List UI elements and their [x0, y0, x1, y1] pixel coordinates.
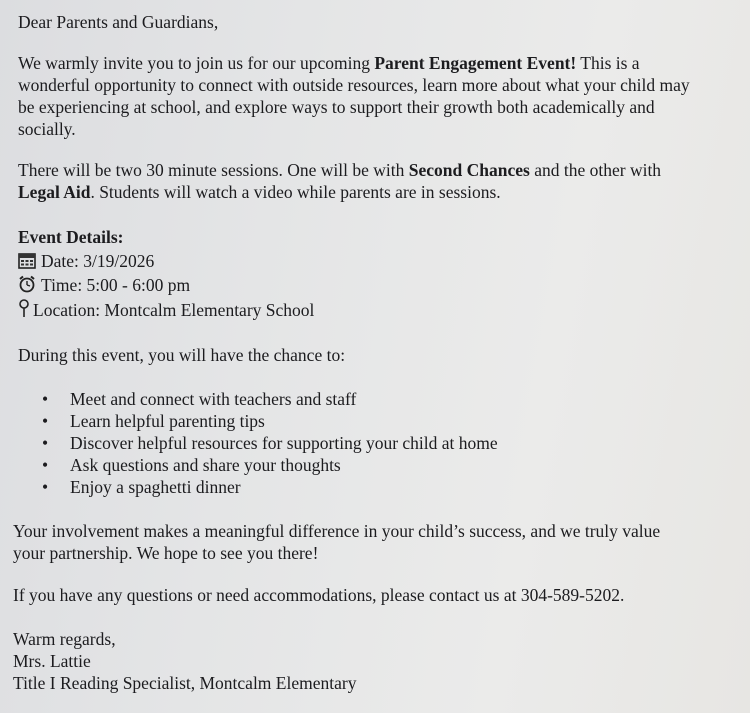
closing-line-2: your partnership. We hope to see you there!: [13, 543, 319, 563]
chance-intro: During this event, you will have the chance to:: [18, 345, 346, 365]
bullet-dot: •: [42, 477, 49, 497]
event-location: Location: Montcalm Elementary School: [18, 299, 314, 323]
signoff-regards: Warm regards,: [13, 629, 116, 649]
intro-line-3: be experiencing at school, and explore ways to support their growth both academically and: [18, 97, 655, 117]
intro-line-1: We warmly invite you to join us for our upcoming Parent Engagement Event! This is a: [18, 53, 640, 73]
list-item: Ask questions and share your thoughts: [70, 455, 341, 475]
sessions-line-2: Legal Aid. Students will watch a video while parents are in sessions.: [18, 182, 501, 202]
signoff-name: Mrs. Lattie: [13, 651, 91, 671]
list-item: Learn helpful parenting tips: [70, 411, 265, 431]
bullet-dot: •: [42, 389, 49, 409]
signoff-title: Title I Reading Specialist, Montcalm Elementary: [13, 673, 357, 693]
event-name: Parent Engagement Event!: [374, 53, 577, 73]
event-details-heading: Event Details:: [18, 227, 124, 247]
list-item: Enjoy a spaghetti dinner: [70, 477, 241, 497]
bullet-dot: •: [42, 411, 49, 431]
salutation: Dear Parents and Guardians,: [18, 12, 219, 32]
list-item: Discover helpful resources for supporting your child at home: [70, 433, 498, 453]
intro-line-4: socially.: [18, 119, 76, 139]
sessions-line-1: There will be two 30 minute sessions. One will be with Second Chances and the other with: [18, 160, 662, 180]
closing-line-1: Your involvement makes a meaningful difference in your child’s success, and we truly value: [13, 521, 661, 541]
alarm-clock-icon: [18, 275, 36, 298]
list-item: Meet and connect with teachers and staff: [70, 389, 357, 409]
calendar-icon: [18, 252, 36, 274]
second-chances: Second Chances: [408, 160, 530, 180]
bullet-dot: •: [42, 455, 49, 475]
legal-aid: Legal Aid: [18, 182, 91, 202]
event-date: Date: 3/19/2026: [18, 250, 154, 274]
pin-icon: [18, 299, 30, 323]
intro-line-2: wonderful opportunity to connect with outside resources, learn more about what your child may: [18, 75, 690, 95]
contact-line: If you have any questions or need accommodations, please contact us at 304-589-5202.: [13, 585, 625, 605]
event-time: Time: 5:00 - 6:00 pm: [18, 274, 190, 298]
bullet-dot: •: [42, 433, 49, 453]
